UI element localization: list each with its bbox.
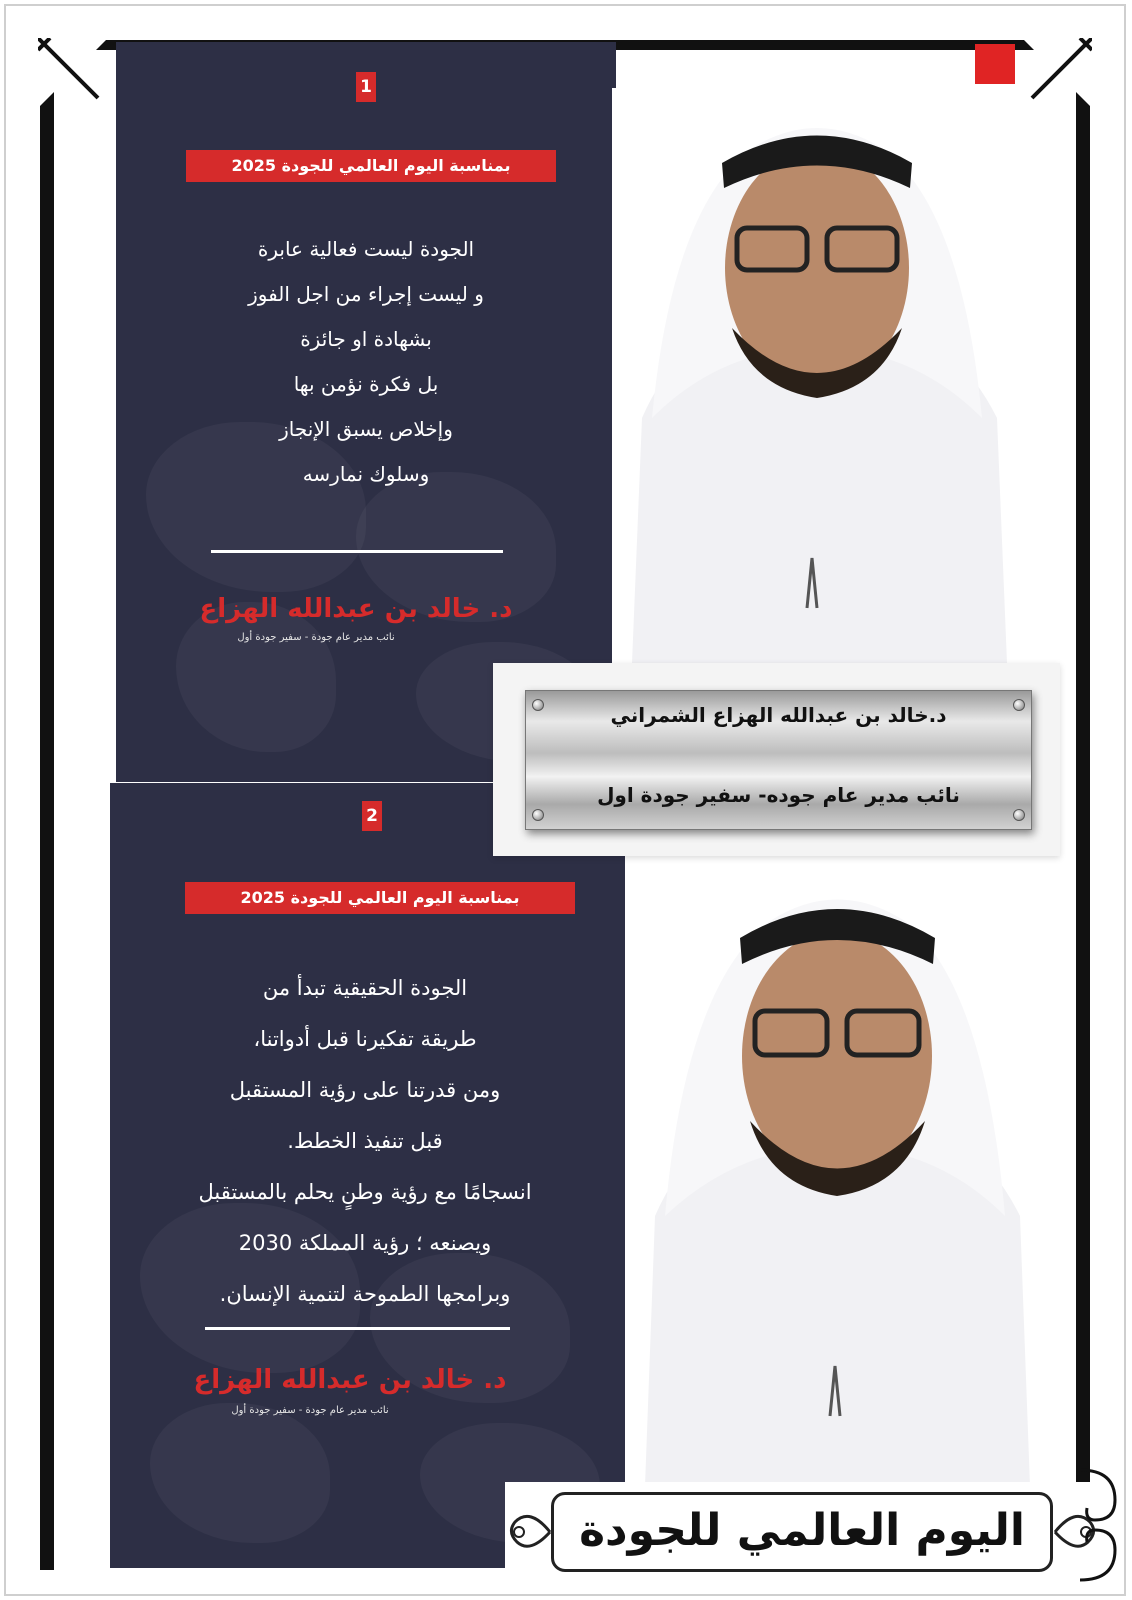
corner-ornament-top-left [38, 38, 108, 108]
card-title-bar: بمناسبة اليوم العالمي للجودة 2025 [186, 150, 556, 182]
quote-line: و ليست إجراء من اجل الفوز [248, 282, 484, 306]
quote-line: الجودة الحقيقية تبدأ من [262, 976, 468, 1000]
banner-frame [551, 1492, 1053, 1572]
portrait-illustration [612, 88, 1017, 663]
banner-title: اليوم العالمي للجودة [579, 1505, 1025, 1556]
divider-line [211, 550, 503, 553]
signature-name: د. خالد بن عبدالله الهزاع [193, 1365, 507, 1395]
portrait-photo-1 [612, 88, 1017, 663]
screw-icon [532, 809, 544, 821]
quote-line: وبرامجها الطموحة لتنمية الإنسان. [219, 1282, 511, 1306]
quote-line: ويصنعه ؛ رؤية المملكة 2030 [238, 1231, 492, 1255]
quote-line: طريقة تفكيرنا قبل أدواتنا، [253, 1027, 477, 1051]
card-number-badge: 1 [356, 72, 376, 102]
card-number-badge: 2 [362, 801, 382, 831]
portrait-photo-2 [625, 856, 1045, 1486]
portrait-illustration [625, 856, 1045, 1486]
red-square-accent [975, 44, 1015, 84]
signature-title: نائب مدير عام جودة - سفير جودة أول [231, 1405, 389, 1416]
plaque-name: د.خالد بن عبدالله الهزاع الشمراني [610, 703, 947, 727]
signature-name: د. خالد بن عبدالله الهزاع [199, 594, 513, 624]
plaque-position: نائب مدير عام جوده- سفير جودة اول [597, 783, 960, 807]
scroll-ornament-left-icon [505, 1502, 555, 1562]
quote-line: وسلوك نمارسه [302, 462, 430, 486]
card-title-bar: بمناسبة اليوم العالمي للجودة 2025 [185, 882, 575, 914]
bottom-banner [505, 1482, 1100, 1590]
quote-line: قبل تنفيذ الخطط. [287, 1129, 443, 1153]
signature-title: نائب مدير عام جودة - سفير جودة أول [237, 632, 395, 643]
quote-line: ومن قدرتنا على رؤية المستقبل [229, 1078, 501, 1102]
quote-line: بشهادة او جائزة [300, 327, 432, 351]
quote-line: وإخلاص يسبق الإنجاز [279, 417, 453, 441]
corner-ornament-top-right [1022, 38, 1092, 108]
quote-line: انسجامًا مع رؤية وطنٍ يحلم بالمستقبل [198, 1180, 532, 1204]
corner-ornament-bottom-right [1075, 1460, 1120, 1590]
divider-line [205, 1327, 510, 1330]
card-quote-text [156, 227, 576, 497]
card-quote-text [130, 963, 600, 1320]
name-plaque [525, 690, 1032, 830]
quote-line: الجودة ليست فعالية عابرة [257, 237, 475, 261]
screw-icon [1013, 809, 1025, 821]
quote-line: بل فكرة نؤمن بها [293, 372, 439, 396]
quote-card-2 [110, 783, 630, 1568]
